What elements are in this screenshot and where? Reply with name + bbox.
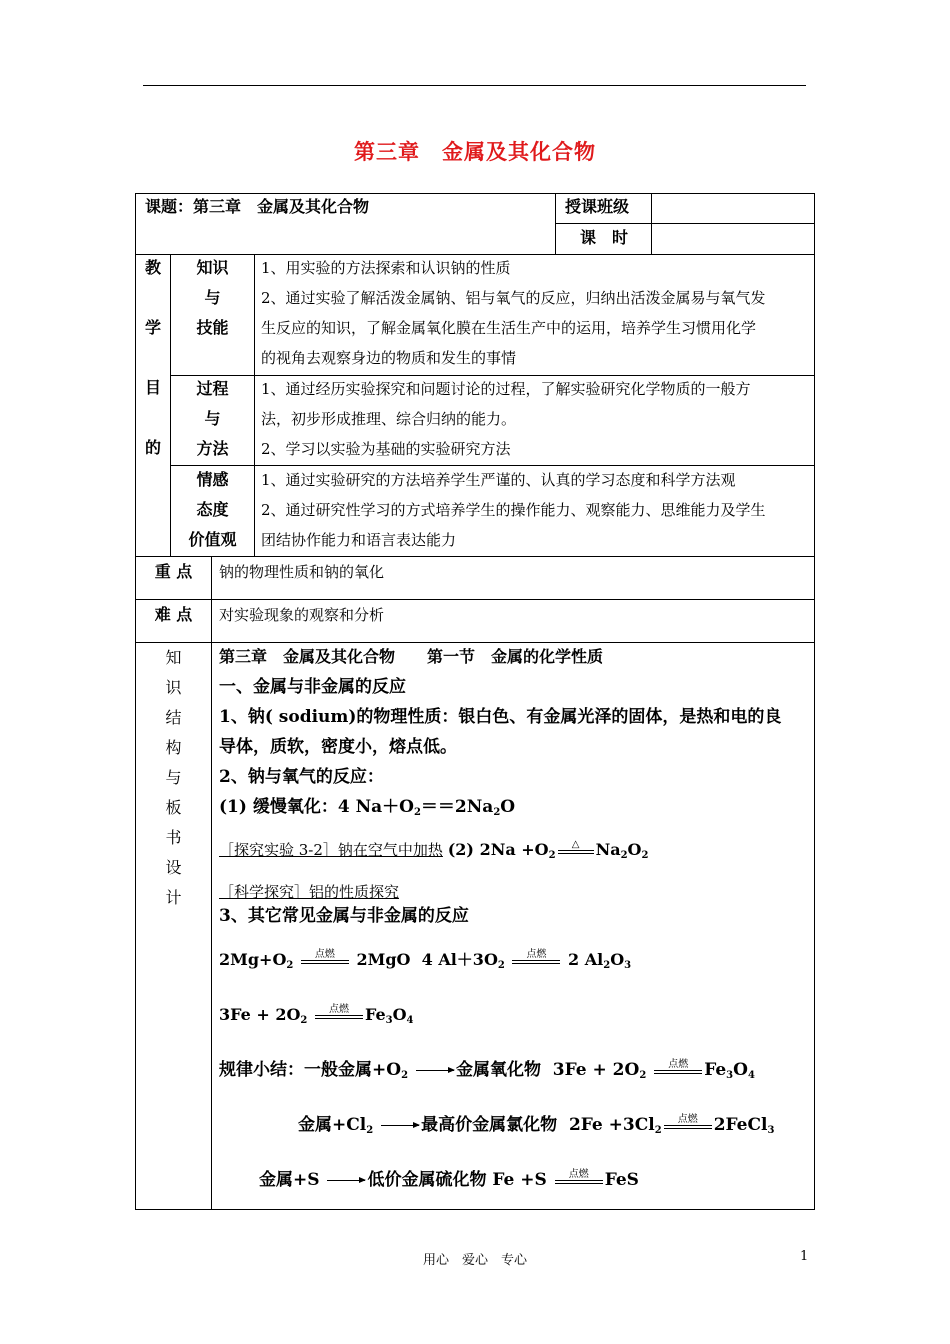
experiment-line: [219, 840, 648, 860]
table-line: [170, 375, 815, 376]
board-label-char: 结: [165, 708, 182, 727]
arrow-icon: [416, 1070, 454, 1071]
header-rule: [143, 85, 806, 86]
objective-line: 的视角去观察身边的物质和发生的事情: [261, 349, 517, 367]
reaction-equals: 点燃: [654, 1068, 702, 1074]
objective-sublabel: 过程: [196, 379, 229, 398]
objective-line: 1、通过实验研究的方法培养学生严谨的、认真的学习态度和科学方法观: [261, 471, 736, 489]
objective-sublabel: 方法: [196, 439, 229, 458]
table-border-top: [135, 193, 815, 194]
sodium-properties-cont: 导体，质软，密度小，熔点低。: [219, 737, 457, 757]
objective-line: 法，初步形成推理、综合归纳的能力。: [261, 410, 517, 428]
objective-label-char: 目: [145, 378, 162, 397]
objective-line: 团结协作能力和语言表达能力: [261, 531, 457, 549]
sodium-properties: 1、钠( sodium)的物理性质：银白色、有金属光泽的固体，是热和电的良: [219, 707, 782, 727]
table-border-right: [814, 193, 815, 1210]
table-line: [211, 556, 212, 1210]
reaction-equals: 点燃: [512, 958, 560, 964]
table-line: [135, 556, 815, 557]
objective-line: 1、用实验的方法探索和认识钠的性质: [261, 259, 511, 277]
reaction-equals: 点燃: [301, 958, 349, 964]
objective-sublabel: 价值观: [188, 530, 237, 549]
science-inquiry-label: ［科学探究］铝的性质探究: [219, 883, 400, 901]
table-line: [135, 642, 815, 643]
table-line: [555, 193, 556, 254]
table-line: [135, 254, 815, 255]
rule-oxygen: 规律小结：一般金属$+O_2$ 金属氧化物 $3Fe + 2O_2$ 点燃 $Fe_3O_4$: [219, 1058, 755, 1081]
table-line: [254, 254, 255, 556]
objective-sublabel: 与: [204, 288, 221, 307]
arrow-icon: [381, 1125, 419, 1126]
reaction-equals: 点燃: [555, 1178, 603, 1184]
board-label-char: 知: [165, 648, 182, 667]
section-heading: 一、金属与非金属的反应: [219, 677, 406, 697]
objective-sublabel: 情感: [196, 470, 229, 489]
page-footer: 用心 爱心 专心: [422, 1253, 527, 1268]
rule-chlorine: 金属$+Cl_2$ 最高价金属氯化物 $2Fe +3Cl_2$ 点燃 2FeCl$_3$: [298, 1113, 775, 1136]
table-line: [135, 599, 815, 600]
objective-label-char: 的: [145, 438, 162, 457]
sodium-oxygen-heading: 2、钠与氧气的反应：: [219, 767, 384, 787]
board-label-char: 识: [165, 678, 182, 697]
objective-sublabel: 技能: [196, 318, 229, 337]
board-label-char: 设: [165, 858, 182, 877]
objective-line: 2、通过实验了解活泼金属钠、铝与氧气的反应，归纳出活泼金属易与氧气发: [261, 289, 766, 307]
equation-mg-al: $2Mg+O_2$ 点燃 2MgO 4 $Al+3O_2$ 点燃 2 $Al_2O_3$: [219, 948, 632, 971]
objective-line: 1、通过经历实验探究和问题讨论的过程，了解实验研究化学物质的一般方: [261, 380, 751, 398]
objective-line: 生反应的知识，了解金属氧化膜在生活生产中的运用，培养学生习惯用化学: [261, 319, 757, 337]
page-number: 1: [800, 1249, 809, 1264]
objective-line: 2、学习以实验为基础的实验研究方法: [261, 440, 511, 458]
page-title: 第三章 金属及其化合物: [354, 139, 596, 164]
difficulty-label: 难 点: [154, 605, 193, 624]
reaction-equals: △: [558, 848, 594, 854]
board-heading: 第三章 金属及其化合物 第一节 金属的化学性质: [219, 647, 604, 666]
board-label-char: 书: [165, 828, 182, 847]
objective-line: 2、通过研究性学习的方式培养学生的操作能力、观察能力、思维能力及学生: [261, 501, 766, 519]
objective-label-char: 学: [145, 318, 162, 337]
table-border-bottom: [135, 1209, 815, 1210]
objective-label-char: 教: [145, 258, 162, 277]
board-label-char: 计: [165, 888, 182, 907]
table-line: [170, 465, 815, 466]
equation-slow-oxidation: (1) 缓慢氧化：4 $Na+O_2==2Na_2O$: [219, 797, 516, 818]
rule-sulfur: 金属+S 低价金属硫化物 Fe +S 点燃 FeS: [259, 1168, 639, 1190]
key-point-label: 重 点: [154, 562, 193, 581]
other-metals-heading: 3、其它常见金属与非金属的反应: [219, 906, 469, 926]
objective-sublabel: 态度: [196, 500, 229, 519]
class-label: 授课班级: [565, 197, 630, 216]
board-label-char: 与: [165, 768, 182, 787]
reaction-equals: 点燃: [664, 1123, 712, 1129]
board-label-char: 板: [165, 798, 182, 817]
table-line: [651, 193, 652, 254]
table-line: [555, 223, 815, 224]
difficulty-text: 对实验现象的观察和分析: [219, 606, 385, 624]
reaction-equals: 点燃: [315, 1013, 363, 1019]
arrow-icon: [327, 1180, 365, 1181]
equation-fe: $3Fe + 2O_2$ 点燃 $Fe_3O_4$: [219, 1003, 414, 1026]
topic-label: 课题：第三章 金属及其化合物: [145, 197, 370, 216]
objective-sublabel: 与: [204, 409, 221, 428]
board-label-char: 构: [165, 738, 182, 757]
key-point-text: 钠的物理性质和钠的氧化: [219, 563, 385, 581]
hours-label: 课 时: [580, 228, 629, 247]
equation-na-heat: (2) $2Na +O_2$ △ $Na_2O_2$: [447, 838, 649, 861]
experiment-label: ［探究实验 3-2］钠在空气中加热: [219, 841, 443, 859]
table-border-left: [135, 193, 136, 1210]
objective-sublabel: 知识: [196, 258, 229, 277]
